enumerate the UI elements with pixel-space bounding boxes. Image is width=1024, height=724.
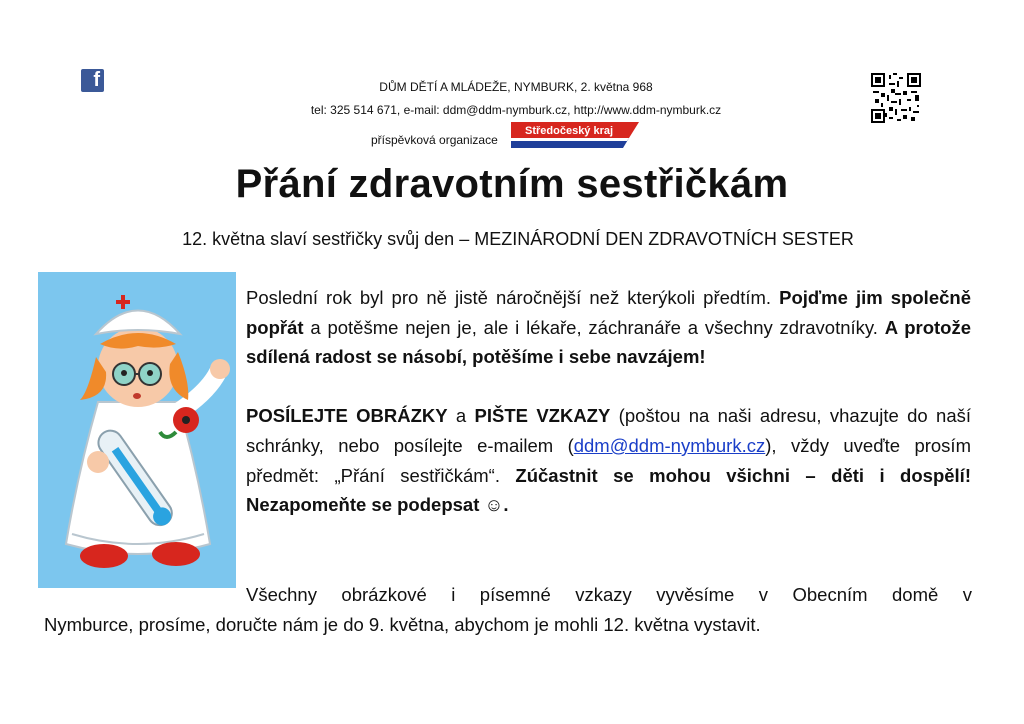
text-run: a bbox=[447, 405, 475, 427]
bold-run: A protože sdílená radost se násobí, potěšíme i sebe navzájem! bbox=[246, 316, 972, 368]
bold-run: POSÍLEJTE OBRÁZKY bbox=[246, 405, 448, 427]
region-logo-text: Středočeský kraj bbox=[525, 125, 614, 137]
body-text bbox=[246, 283, 971, 520]
contact-line: tel: 325 514 671, e-mail: ddm@ddm-nymburk.cz, http://www.ddm-nymburk.cz bbox=[310, 103, 722, 117]
closing-line-1: Všechny obrázkové i písemné vzkazy vyvěsíme v Obecním domě v bbox=[246, 584, 972, 605]
paragraph-closing bbox=[44, 580, 972, 639]
text-run: (poštou na naši adresu, vhazujte do naší schránky, nebo posílejte e-mailem ( bbox=[246, 405, 971, 456]
org-type: příspěvková organizace bbox=[371, 133, 498, 147]
facebook-letter: f bbox=[93, 69, 100, 91]
paragraph-intro bbox=[246, 283, 971, 372]
nurse-illustration bbox=[38, 272, 236, 588]
bold-run: Zúčastnit se mohou všichni – děti i dospělí! Nezapomeňte se podepsat ☺. bbox=[246, 464, 971, 516]
org-line: DŮM DĚTÍ A MLÁDEŽE, NYMBURK, 2. května 968 bbox=[379, 80, 653, 94]
subtitle: 12. května slaví sestřičky svůj den – MEZINÁRODNÍ DEN ZDRAVOTNÍCH SESTER bbox=[182, 229, 854, 249]
page-title: Přání zdravotním sestřičkám bbox=[235, 162, 789, 206]
qr-code[interactable] bbox=[871, 73, 921, 123]
text-run: Poslední rok byl pro ně jistě náročnější než kterýkoli předtím. bbox=[246, 287, 780, 308]
text-run: a potěšme nejen je, ale i lékaře, záchranáře a všechny zdravotníky. bbox=[303, 316, 885, 338]
region-logo bbox=[511, 122, 639, 148]
closing-line-2: Nymburce, prosíme, doručte nám je do 9. května, abychom je mohli 12. května vystavit. bbox=[44, 613, 761, 635]
bold-run: Pojďme jim společně popřát bbox=[246, 287, 971, 338]
paragraph-instructions bbox=[246, 401, 971, 519]
text-run: ), vždy uveďte prosím předmět: „Přání sestřičkám“. bbox=[246, 434, 971, 486]
bold-run: PIŠTE VZKAZY bbox=[474, 405, 611, 427]
email-link[interactable]: ddm@ddm-nymburk.cz bbox=[573, 434, 766, 456]
